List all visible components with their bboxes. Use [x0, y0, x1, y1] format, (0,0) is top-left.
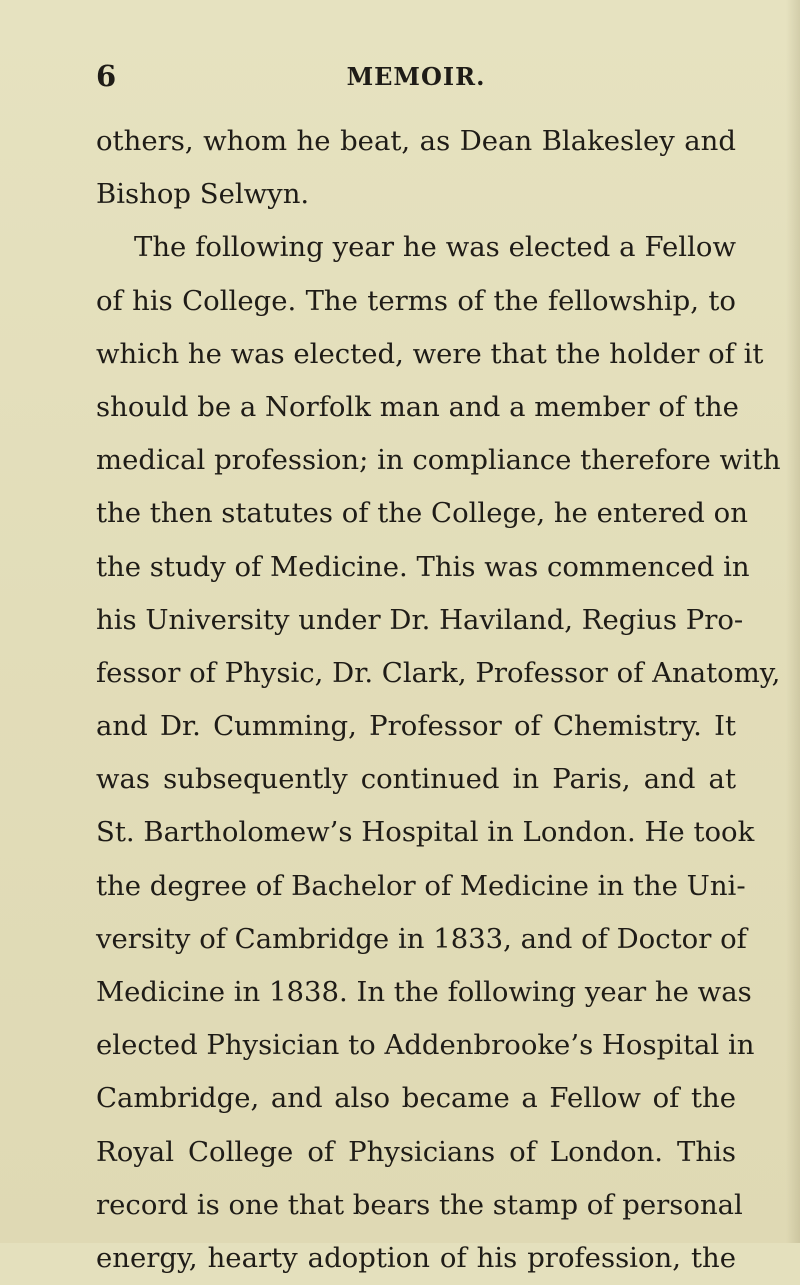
text-line: Medicine in 1838. In the following year he was — [96, 976, 752, 1008]
text-line: medical profession; in compliance therefore with — [96, 444, 781, 477]
text-line: the study of Medicine. This was commenced in — [96, 550, 750, 583]
text-line: and Dr. Cumming, Professor of Chemistry. It — [96, 710, 736, 743]
text-line: Cambridge, and also became a Fellow of the — [96, 1082, 736, 1115]
text-line: others, whom he beat, as Dean Blakesley and — [96, 125, 736, 157]
text-line: elected Physician to Addenbrooke’s Hospital in — [96, 1029, 755, 1062]
body-text — [96, 115, 781, 1285]
text-line: his University under Dr. Haviland, Regius Pro- — [96, 603, 744, 636]
text-line: the degree of Bachelor of Medicine in the Uni- — [96, 869, 746, 902]
text-line: versity of Cambridge in 1833, and of Doctor of — [96, 922, 747, 955]
text-line: the then statutes of the College, he entered on — [96, 497, 748, 530]
page-header — [96, 58, 736, 98]
text-line: The following year he was elected a Fellow — [134, 231, 736, 264]
text-line: of his College. The terms of the fellowship, to — [96, 284, 736, 317]
running-head: MEMOIR. — [346, 62, 486, 91]
text-line: record is one that bears the stamp of personal — [96, 1188, 743, 1221]
text-line: was subsequently continued in Paris, and at — [96, 763, 736, 796]
text-line: fessor of Physic, Dr. Clark, Professor of Anatomy, — [96, 656, 781, 689]
text-line: Bishop Selwyn. — [96, 178, 310, 211]
text-line: St. Bartholomew’s Hospital in London. He took — [96, 816, 755, 849]
text-line: Royal College of Physicians of London. This — [96, 1135, 736, 1168]
text-line: energy, hearty adoption of his profession, the — [96, 1241, 736, 1274]
page-edge-shadow — [786, 0, 800, 1243]
page-number: 6 — [96, 59, 117, 93]
text-line: should be a Norfolk man and a member of the — [96, 390, 739, 423]
text-line: which he was elected, were that the holder of it — [96, 337, 764, 370]
